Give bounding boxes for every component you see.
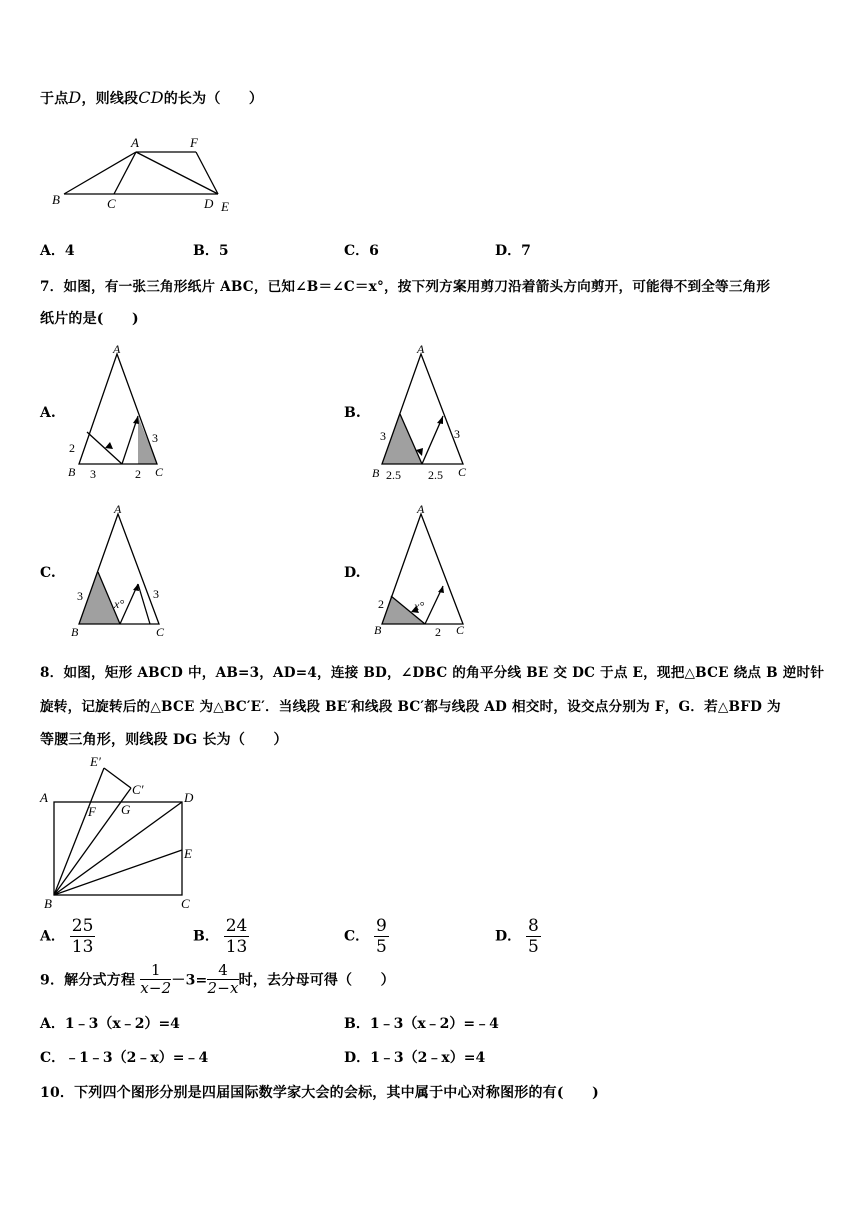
fig-label: C — [181, 896, 190, 911]
q8-option-b[interactable] — [193, 916, 249, 957]
q7-stem-line1: 7．如图，有一张三角形纸片 ABC，已知∠B＝∠C＝x°，按下列方案用剪刀沿着箭头方向剪开，可能得不到全等三角形 — [40, 279, 771, 295]
fig-label: 3 — [90, 467, 96, 481]
fraction-numerator: 8 — [528, 916, 539, 936]
option-letter: C． — [344, 243, 370, 259]
fig-label: C — [155, 465, 164, 479]
q9-stem-text: 时，去分母可得（ ） — [238, 972, 395, 989]
q8-stem-line2: 旋转，记旋转后的△BCE 为△BC′E′．当线段 BE′和线段 BC′都与线段 AD 相交时，设交点分别为 F，G．若△BFD 为 — [40, 699, 781, 715]
fig-label: A — [40, 790, 48, 805]
option-letter: A． — [40, 243, 65, 259]
q9-option-d[interactable] — [344, 1047, 485, 1067]
q9-option-b[interactable] — [344, 1013, 499, 1033]
option-letter: C． — [344, 928, 370, 945]
fig-label: C — [107, 196, 116, 211]
fraction — [224, 916, 250, 957]
option-text: 1﹣3（x﹣2）=﹣4 — [369, 1016, 499, 1032]
option-letter: B． — [193, 243, 219, 259]
fig-label: A — [417, 502, 425, 516]
option-text: 4 — [64, 243, 75, 259]
fig-label: C′ — [132, 782, 144, 797]
q7-stem-line2: 纸片的是( ) — [40, 311, 139, 327]
q7-option-b[interactable]: B. — [344, 405, 361, 421]
fig-label: B — [52, 192, 60, 207]
fig-label: F — [88, 804, 96, 819]
q7-figure-d — [364, 500, 484, 645]
fig-label: G — [121, 802, 131, 817]
fig-label: B — [68, 465, 76, 479]
q6-option-c[interactable] — [344, 240, 379, 260]
q9-stem-text: 9．解分式方程 — [40, 972, 136, 989]
q9-stem-text: －3= — [171, 972, 208, 989]
fraction-denominator: 5 — [528, 937, 539, 957]
option-text: ﹣1﹣3（2﹣x）=﹣4 — [65, 1050, 209, 1066]
q6-option-a[interactable] — [40, 240, 75, 260]
fig-label: C — [456, 623, 465, 637]
q6-option-d[interactable] — [495, 240, 531, 260]
option-text: 6 — [369, 243, 379, 259]
fig-label: 2 — [69, 441, 75, 455]
q7-option-a[interactable]: A. — [40, 405, 56, 421]
q8-option-c[interactable] — [344, 916, 389, 957]
fig-label: D — [204, 196, 214, 211]
q6-stem-text: ，则线段 — [81, 91, 139, 107]
q8-stem-line1: 8．如图，矩形 ABCD 中，AB=3，AD=4，连接 BD，∠DBC 的角平分线 BE 交 DC 于点 E，现把△BCE 绕点 B 逆时针 — [40, 665, 825, 681]
fraction-denominator: 5 — [376, 937, 387, 957]
fig-label: 2 — [435, 625, 441, 639]
fig-label: A — [131, 135, 139, 150]
fig-label: A — [417, 342, 425, 356]
fig-label: F — [190, 135, 198, 150]
fig-label: C — [156, 625, 165, 639]
option-letter: B． — [193, 928, 219, 945]
fraction-denominator: 13 — [71, 937, 94, 957]
fraction — [374, 916, 389, 957]
q6-segment-cd: CD — [138, 88, 164, 107]
fig-label: B — [71, 625, 79, 639]
option-text: 7 — [521, 243, 531, 259]
fraction-numerator: 24 — [225, 916, 248, 936]
fraction-denominator: 13 — [225, 937, 248, 957]
fraction — [526, 916, 541, 957]
q9-option-c[interactable] — [40, 1047, 208, 1067]
q10-stem: 10．下列四个图形分别是四届国际数学家大会的会标，其中属于中心对称图形的有( ) — [40, 1085, 599, 1101]
fig-label: 3 — [454, 427, 460, 441]
q7-figure-a — [60, 340, 180, 485]
fig-label: A — [113, 342, 121, 356]
fraction — [207, 962, 238, 997]
fraction — [140, 962, 171, 997]
option-letter: D． — [344, 1050, 371, 1066]
fig-label: 2 — [135, 467, 141, 481]
fig-label: 2.5 — [428, 468, 443, 482]
fig-label: E′ — [90, 754, 101, 769]
option-letter: B． — [344, 1016, 370, 1032]
q8-option-a[interactable] — [40, 916, 95, 957]
q8-stem-line3: 等腰三角形，则线段 DG 长为（ ） — [40, 732, 288, 748]
option-letter: D． — [495, 243, 522, 259]
fraction-numerator: 9 — [376, 916, 387, 936]
fig-label: C — [458, 465, 467, 479]
q6-stem-text: 的长为（ ） — [163, 91, 264, 107]
option-letter: A． — [40, 928, 65, 945]
q7-option-d[interactable]: D. — [344, 565, 361, 581]
fraction-numerator: 25 — [71, 916, 94, 936]
fig-label: 2.5 — [386, 468, 401, 482]
q6-point-d: D — [68, 88, 82, 107]
fig-label: A — [114, 502, 122, 516]
q6-figure — [44, 132, 254, 217]
q9-option-a[interactable] — [40, 1013, 180, 1033]
fig-label: 3 — [152, 431, 158, 445]
q6-stem-text: 于点 — [40, 91, 69, 107]
q6-option-b[interactable] — [193, 240, 229, 260]
fraction-numerator: 1 — [140, 962, 171, 980]
q6-stem — [40, 88, 263, 108]
q9-stem — [40, 962, 395, 997]
fig-label: x° — [114, 597, 125, 611]
q8-option-d[interactable] — [495, 916, 541, 957]
fig-label: E — [184, 846, 192, 861]
fig-label: B — [44, 896, 52, 911]
fig-label: x° — [414, 599, 425, 613]
option-letter: D． — [495, 928, 522, 945]
fig-label: 3 — [380, 429, 386, 443]
fraction — [70, 916, 96, 957]
fig-label: B — [374, 623, 382, 637]
fig-label: E — [221, 199, 229, 214]
fraction-denominator: x−2 — [140, 979, 172, 997]
option-text: 1﹣3（x﹣2）=4 — [64, 1016, 180, 1032]
option-text: 1﹣3（2﹣x）=4 — [370, 1050, 486, 1066]
q7-figure-c — [60, 500, 180, 645]
q7-option-c[interactable]: C. — [40, 565, 56, 581]
fig-label: 2 — [378, 597, 384, 611]
q8-figure — [34, 750, 214, 915]
option-text: 5 — [218, 243, 229, 259]
fig-label: 3 — [153, 587, 159, 601]
option-letter: C． — [40, 1050, 66, 1066]
option-letter: A． — [40, 1016, 65, 1032]
fig-label: D — [184, 790, 194, 805]
fig-label: 3 — [77, 589, 83, 603]
q7-figure-b — [364, 340, 484, 485]
fig-label: B — [372, 466, 380, 480]
fraction-numerator: 4 — [207, 962, 238, 980]
fraction-denominator: 2−x — [207, 979, 239, 997]
